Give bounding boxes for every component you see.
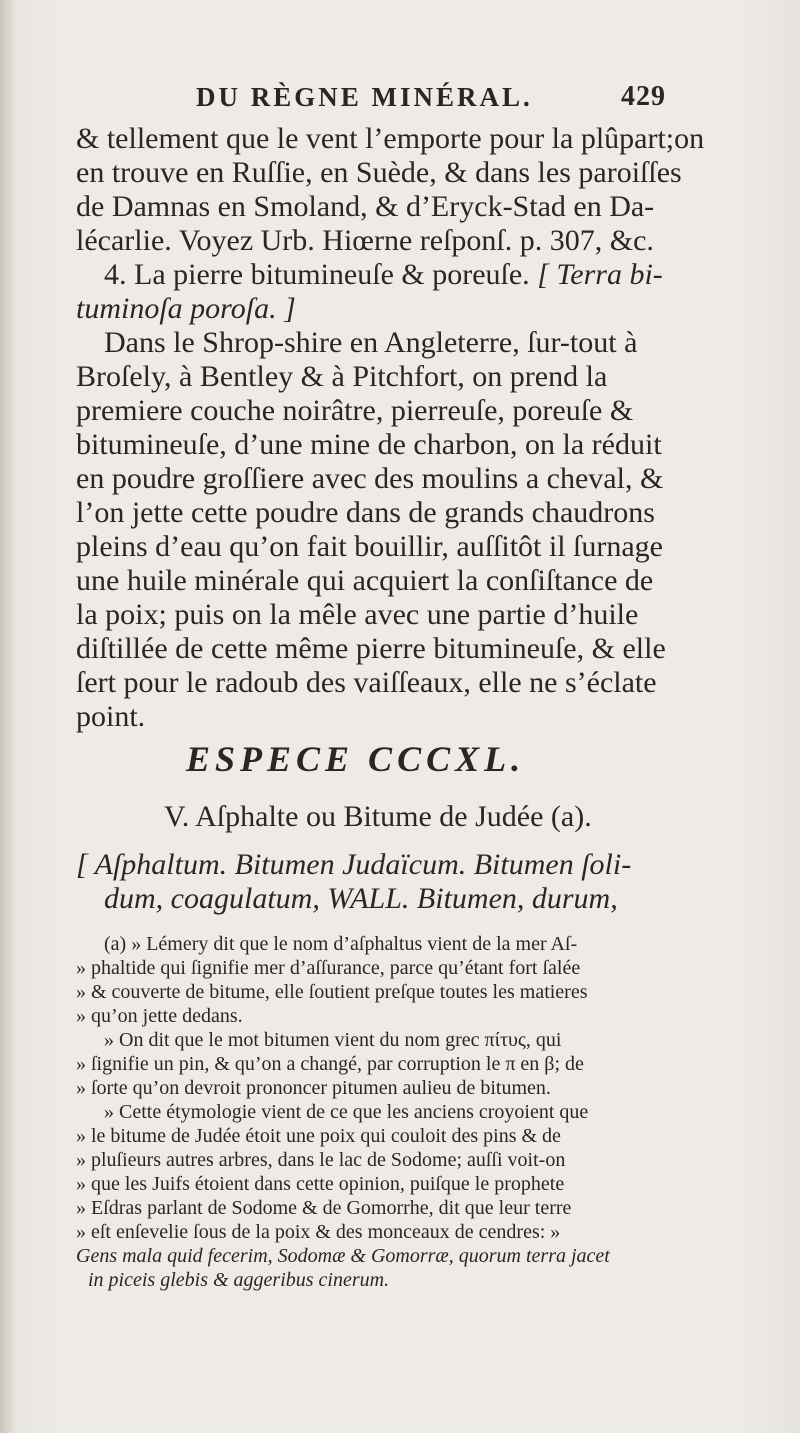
footnote-line: » Eſdras parlant de Sodome & de Gomorrhe, dit que leur terre	[76, 1197, 572, 1219]
paragraph2-line: point.	[76, 700, 146, 733]
paragraph2-line: pleins d’eau qu’on fait bouillir, auſſitôt il ſurnage	[76, 530, 663, 563]
section-4-heading	[104, 258, 663, 292]
paragraph1-line: lécarlie. Voyez Urb. Hiœrne reſponſ. p. 307, &c.	[76, 224, 654, 257]
paragraph2-line: Broſely, à Bentley & à Pitchfort, on prend la	[76, 360, 608, 393]
footnote-line: » le bitume de Judée étoit une poix qui couloit des pins & de	[76, 1125, 561, 1147]
footnote-line: » On dit que le mot bitumen vient du nom grec πίτυς, qui	[104, 1029, 562, 1051]
footnote-line: » que les Juifs étoient dans cette opinion, puiſque le prophete	[76, 1173, 565, 1195]
section-4-title: 4. La pierre bitumineuſe & poreuſe.	[104, 258, 530, 291]
footnote-line: » eſt enſevelie ſous de la poix & des monceaux de cendres: »	[76, 1221, 561, 1243]
section-4-latin-continued: tuminoſa poroſa. ]	[76, 292, 296, 325]
paragraph2-line: Dans le Shrop-shire en Angleterre, ſur-tout à	[104, 326, 638, 359]
paragraph2-line: diſtillée de cette même pierre bitumineuſe, & elle	[76, 632, 666, 665]
paragraph1-line: en trouve en Ruſſie, en Suède, & dans les paroiſſes	[76, 156, 682, 189]
paragraph1-line: & tellement que le vent l’emporte pour la plûpart;on	[76, 122, 705, 155]
section-5-latin: [ Aſphaltum. Bitumen Judaïcum. Bitumen ſoli-	[76, 848, 632, 881]
footnote-latin-line: Gens mala quid fecerim, Sodomæ & Gomorræ, quorum terra jacet	[76, 1245, 610, 1267]
page-binding-edge	[0, 0, 14, 1433]
footnote-latin-line: in piceis glebis & aggeribus cinerum.	[88, 1269, 390, 1291]
running-header	[196, 72, 666, 122]
paragraph2-line: une huile minérale qui acquiert la conſiſtance de	[76, 564, 654, 597]
section-4-latin: [ Terra bi-	[537, 258, 663, 291]
paragraph1-line: de Damnas en Smoland, & d’Eryck-Stad en Da-	[76, 190, 655, 223]
paragraph2-line: ſert pour le radoub des vaiſſeaux, elle ne s’éclate	[76, 666, 657, 699]
species-heading: ESPECE CCCXL.	[186, 739, 526, 779]
footnote-line: » ſorte qu’on devroit prononcer pitumen aulieu de bitumen.	[76, 1077, 551, 1099]
header-title: DU RÈGNE MINÉRAL.	[196, 81, 533, 112]
footnote-line: » phaltide qui ſignifie mer d’aſſurance, parce qu’étant fort ſalée	[76, 957, 581, 979]
footnote-line: » pluſieurs autres arbres, dans le lac de Sodome; auſſi voit-on	[76, 1149, 566, 1171]
section-5-latin-continued: dum, coagulatum, WALL. Bitumen, durum,	[104, 882, 618, 915]
paragraph2-line: l’on jette cette poudre dans de grands chaudrons	[76, 496, 655, 529]
footnote-line: » Cette étymologie vient de ce que les anciens croyoient que	[104, 1101, 589, 1123]
footnote-line: » & couverte de bitume, elle ſoutient preſque toutes les matieres	[76, 981, 588, 1003]
footnote-line: » qu’on jette dedans.	[76, 1005, 243, 1027]
footnote-line: » ſignifie un pin, & qu’on a changé, par corruption le π en β; de	[76, 1053, 584, 1075]
paragraph2-line: premiere couche noirâtre, pierreuſe, poreuſe &	[76, 394, 634, 427]
paragraph2-line: la poix; puis on la mêle avec une partie d’huile	[76, 598, 639, 631]
page-number: 429	[621, 81, 666, 112]
paragraph2-line: en poudre groſſiere avec des moulins a cheval, &	[76, 462, 664, 495]
footnote-line: (a) » Lémery dit que le nom d’aſphaltus vient de la mer Aſ-	[104, 933, 578, 955]
paragraph2-line: bitumineuſe, d’une mine de charbon, on la réduit	[76, 428, 662, 461]
section-5-title: V. Aſphalte ou Bitume de Judée (a).	[164, 800, 592, 833]
